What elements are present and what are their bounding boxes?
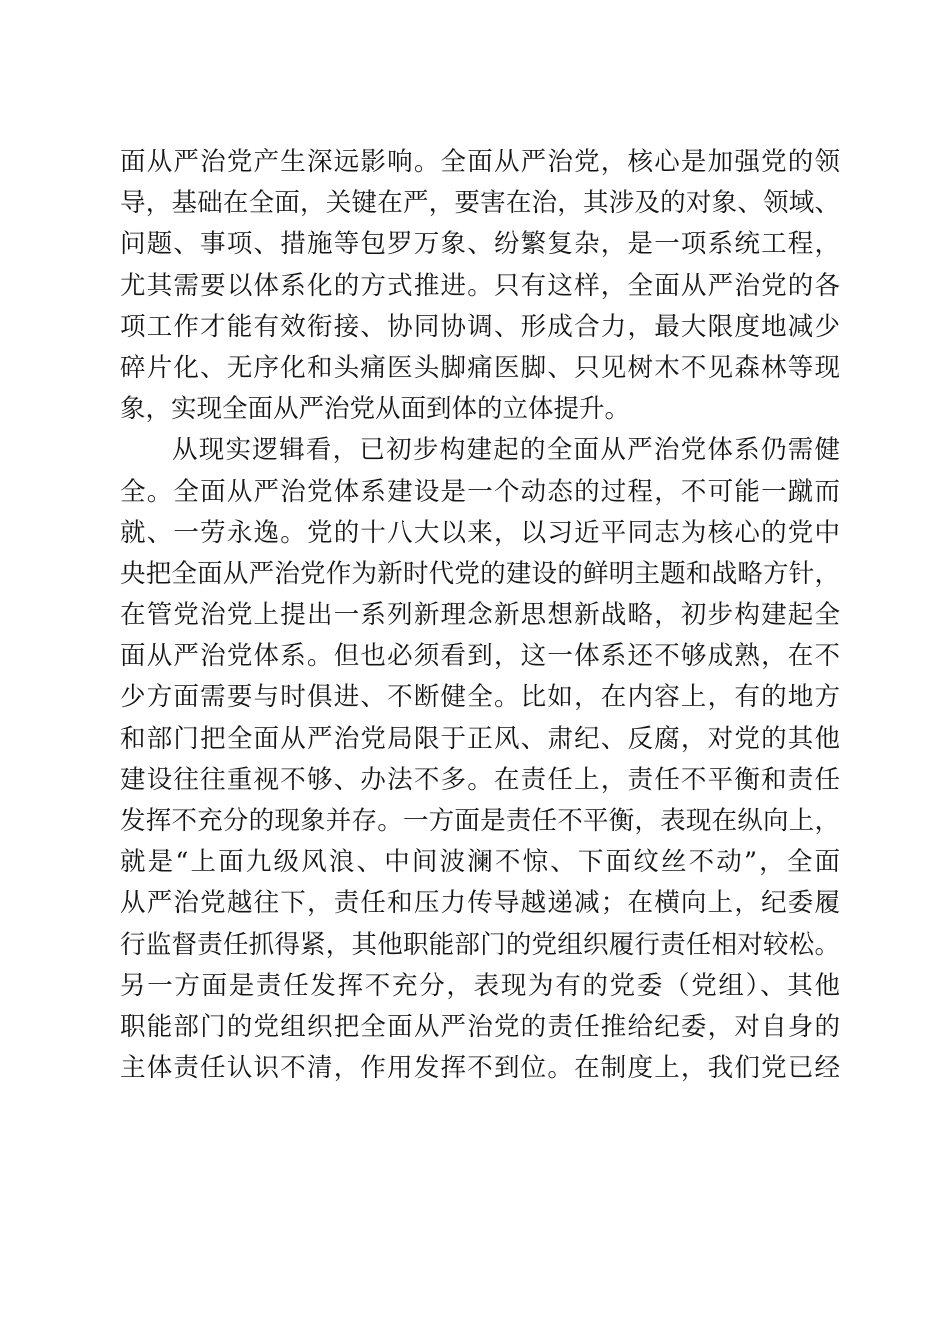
text-line: 从现实逻辑看，已初步构建起的全面从严治党体系仍需健 [172, 435, 840, 466]
paragraph-2 [120, 430, 840, 1089]
text-line: 面从严治党产生深远影响。全面从严治党，核心是加强党的领 [120, 147, 840, 177]
text-line: 行监督责任抓得紧，其他职能部门的党组织履行责任相对较松。 [120, 929, 840, 960]
text-line: 主体责任认识不清，作用发挥不到位。在制度上，我们党已经 [120, 1053, 840, 1084]
text-line: 另一方面是责任发挥不充分，表现为有的党委（党组）、其他 [120, 970, 840, 1001]
text-line: 导，基础在全面，关键在严，要害在治，其涉及的对象、领域、 [120, 188, 840, 219]
paragraph-1 [120, 142, 840, 430]
text-line: 项工作才能有效衔接、协同协调、形成合力，最大限度地减少 [120, 311, 840, 342]
text-line: 职能部门的党组织把全面从严治党的责任推给纪委，对自身的 [120, 1011, 840, 1042]
document-body [120, 142, 840, 1089]
text-line: 和部门把全面从严治党局限于正风、肃纪、反腐，对党的其他 [120, 723, 840, 754]
text-line: 建设往往重视不够、办法不多。在责任上，责任不平衡和责任 [120, 764, 840, 795]
text-line: 就是“上面九级风浪、中间波澜不惊、下面纹丝不动”，全面 [120, 847, 840, 878]
text-line: 问题、事项、措施等包罗万象、纷繁复杂，是一项系统工程， [120, 229, 840, 260]
text-line: 全。全面从严治党体系建设是一个动态的过程，不可能一蹴而 [120, 476, 840, 507]
text-line: 就、一劳永逸。党的十八大以来，以习近平同志为核心的党中 [120, 517, 840, 548]
text-line: 在管党治党上提出一系列新理念新思想新战略，初步构建起全 [120, 600, 840, 631]
text-line: 面从严治党体系。但也必须看到，这一体系还不够成熟，在不 [120, 641, 840, 672]
text-line: 发挥不充分的现象并存。一方面是责任不平衡，表现在纵向上， [120, 806, 840, 836]
text-line: 央把全面从严治党作为新时代党的建设的鲜明主题和战略方针， [120, 558, 840, 589]
text-line: 碎片化、无序化和头痛医头脚痛医脚、只见树木不见森林等现 [120, 352, 840, 383]
text-line: 尤其需要以体系化的方式推进。只有这样，全面从严治党的各 [120, 270, 840, 301]
text-line: 少方面需要与时俱进、不断健全。比如，在内容上，有的地方 [120, 682, 840, 713]
text-line: 从严治党越往下，责任和压力传导越递减；在横向上，纪委履 [120, 888, 840, 919]
text-line: 象，实现全面从严治党从面到体的立体提升。 [120, 394, 631, 425]
